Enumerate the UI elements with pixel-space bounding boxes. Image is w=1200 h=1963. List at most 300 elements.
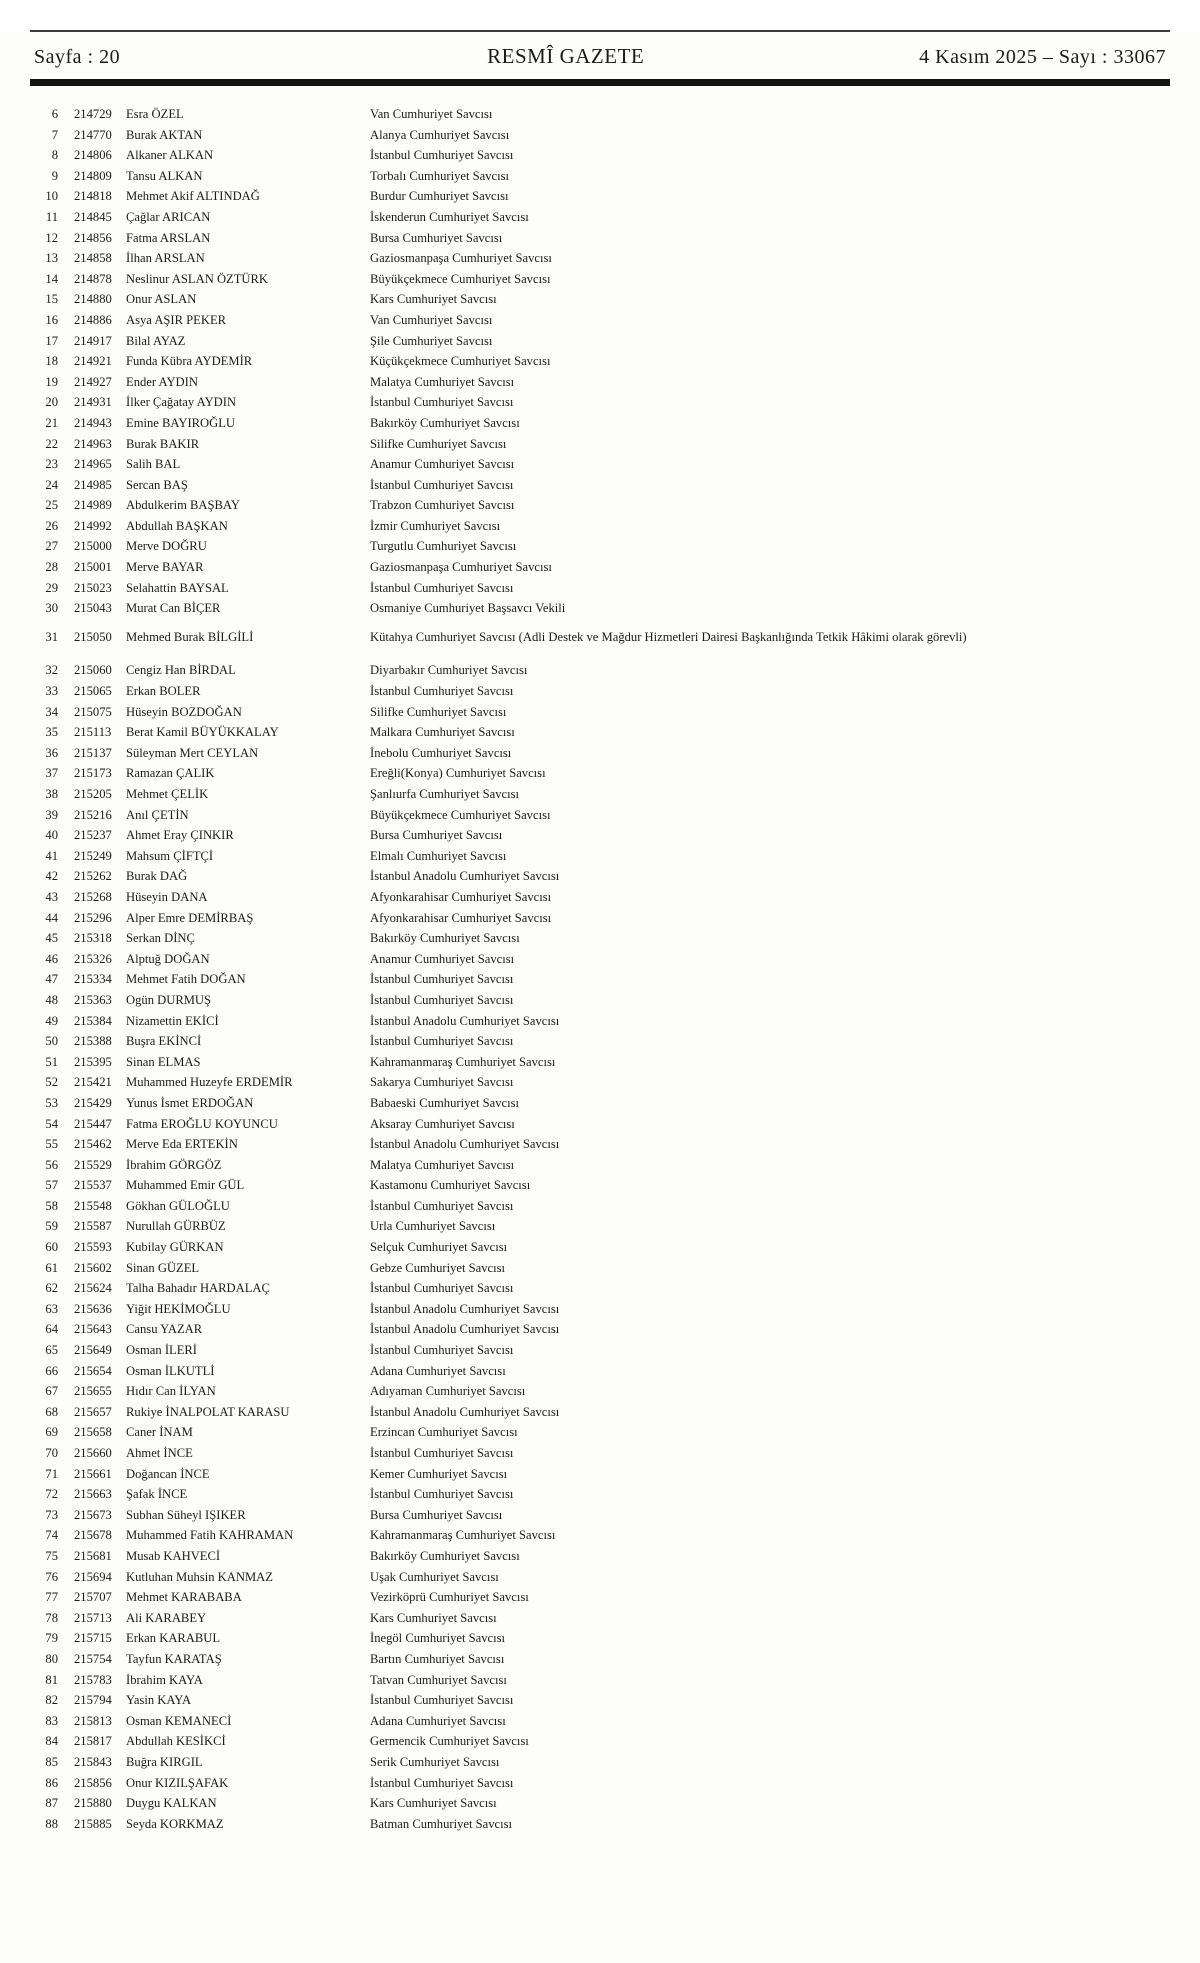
person-name: Kutluhan Muhsin KANMAZ <box>126 1569 273 1584</box>
row-number: 48 <box>45 992 58 1007</box>
row-number: 33 <box>45 684 58 699</box>
table-row <box>28 248 1172 269</box>
position-title: Van Cumhuriyet Savcısı <box>370 312 493 327</box>
row-number: 34 <box>45 704 58 719</box>
table-row <box>28 846 1172 867</box>
position-title: İstanbul Anadolu Cumhuriyet Savcısı <box>370 1322 560 1337</box>
position-title: Uşak Cumhuriyet Savcısı <box>370 1569 499 1584</box>
person-name: Esra ÖZEL <box>126 107 184 121</box>
table-row <box>28 660 1172 681</box>
page-header <box>0 30 1200 86</box>
position-title: Şile Cumhuriyet Savcısı <box>370 333 493 348</box>
table-row <box>28 434 1172 455</box>
issue-date-label: 4 Kasım 2025 – Sayı : 33067 <box>919 46 1166 68</box>
position-title: Adana Cumhuriyet Savcısı <box>370 1713 506 1728</box>
row-number: 22 <box>45 436 58 451</box>
registry-number: 215593 <box>74 1240 112 1255</box>
person-name: Ramazan ÇALIK <box>126 766 215 781</box>
position-title: Babaeski Cumhuriyet Savcısı <box>370 1095 520 1110</box>
registry-number: 215658 <box>74 1425 112 1440</box>
position-title: İnegöl Cumhuriyet Savcısı <box>370 1631 506 1646</box>
position-title: Alanya Cumhuriyet Savcısı <box>370 127 510 142</box>
person-name: Neslinur ASLAN ÖZTÜRK <box>126 271 269 286</box>
row-number: 12 <box>45 230 58 245</box>
position-title: Aksaray Cumhuriyet Savcısı <box>370 1116 515 1131</box>
person-name: Musab KAHVECİ <box>126 1548 221 1563</box>
registry-number: 215880 <box>74 1796 112 1811</box>
position-title: Bursa Cumhuriyet Savcısı <box>370 1507 503 1522</box>
row-number: 25 <box>45 498 58 513</box>
registry-number: 214880 <box>74 292 112 307</box>
header-row <box>28 32 1172 79</box>
person-name: Buşra EKİNCİ <box>126 1034 202 1049</box>
row-number: 46 <box>45 951 58 966</box>
position-title: İstanbul Cumhuriyet Savcısı <box>370 1775 514 1790</box>
person-name: Abdullah KESİKCİ <box>126 1734 226 1749</box>
person-name: Ahmet İNCE <box>126 1446 193 1460</box>
registry-number: 214806 <box>74 148 112 163</box>
position-title: İstanbul Cumhuriyet Savcısı <box>370 972 514 987</box>
row-number: 57 <box>45 1178 58 1193</box>
person-name: Serkan DİNÇ <box>126 931 195 946</box>
registry-number: 215660 <box>74 1446 112 1460</box>
row-number: 65 <box>45 1343 58 1358</box>
person-name: İlker Çağatay AYDIN <box>126 395 237 410</box>
table-row <box>28 413 1172 434</box>
person-name: Erkan BOLER <box>126 684 201 699</box>
table-row <box>28 1216 1172 1237</box>
table-row <box>28 125 1172 146</box>
row-number: 63 <box>45 1301 58 1316</box>
table-row <box>28 1258 1172 1279</box>
position-title: Afyonkarahisar Cumhuriyet Savcısı <box>370 889 552 904</box>
row-number: 87 <box>45 1796 58 1811</box>
table-row <box>28 1814 1172 1835</box>
row-number: 81 <box>45 1672 58 1687</box>
row-number: 29 <box>45 580 58 595</box>
table-row <box>28 1114 1172 1135</box>
registry-number: 215783 <box>74 1672 112 1687</box>
row-number: 23 <box>45 457 58 472</box>
person-name: Onur ASLAN <box>126 292 197 307</box>
table-row <box>28 1464 1172 1485</box>
row-number: 24 <box>45 477 58 492</box>
table-row <box>28 743 1172 764</box>
position-title: Bakırköy Cumhuriyet Savcısı <box>370 415 520 430</box>
row-number: 75 <box>45 1548 58 1563</box>
registry-number: 215602 <box>74 1260 112 1275</box>
person-name: Süleyman Mert CEYLAN <box>126 745 259 760</box>
position-title: İnebolu Cumhuriyet Savcısı <box>370 745 512 760</box>
table-row <box>28 228 1172 249</box>
registry-number: 215137 <box>74 745 112 760</box>
registry-number: 215023 <box>74 580 112 595</box>
table-row <box>28 1505 1172 1526</box>
registry-number: 215363 <box>74 992 112 1007</box>
position-title: Adıyaman Cumhuriyet Savcısı <box>370 1384 526 1399</box>
person-name: Mehmet Akif ALTINDAĞ <box>126 189 260 204</box>
position-title: İstanbul Cumhuriyet Savcısı <box>370 684 514 699</box>
person-name: Cengiz Han BİRDAL <box>126 663 236 678</box>
row-number: 56 <box>45 1157 58 1172</box>
table-row <box>28 1484 1172 1505</box>
registry-number: 215707 <box>74 1590 112 1605</box>
table-row <box>28 990 1172 1011</box>
registry-number: 215001 <box>74 560 112 575</box>
position-title: Gaziosmanpaşa Cumhuriyet Savcısı <box>370 251 552 266</box>
row-number: 42 <box>45 869 58 884</box>
row-number: 53 <box>45 1095 58 1110</box>
registry-number: 215060 <box>74 663 112 678</box>
table-row <box>28 1155 1172 1176</box>
registry-number: 215388 <box>74 1034 112 1049</box>
row-number: 26 <box>45 518 58 533</box>
person-name: Duygu KALKAN <box>126 1796 217 1811</box>
table-row <box>28 1422 1172 1443</box>
row-number: 83 <box>45 1713 58 1728</box>
registry-number: 215537 <box>74 1178 112 1193</box>
row-number: 85 <box>45 1754 58 1769</box>
table-row <box>28 1546 1172 1567</box>
table-row <box>28 392 1172 413</box>
table-row <box>28 1319 1172 1340</box>
row-number: 51 <box>45 1054 58 1069</box>
row-number: 30 <box>45 601 58 616</box>
row-number: 76 <box>45 1569 58 1584</box>
table-row <box>28 186 1172 207</box>
position-title: İstanbul Cumhuriyet Savcısı <box>370 1343 514 1358</box>
position-title: Trabzon Cumhuriyet Savcısı <box>370 498 515 513</box>
person-name: Hıdır Can İLYAN <box>126 1384 216 1399</box>
position-title: İstanbul Cumhuriyet Savcısı <box>370 1693 514 1708</box>
row-number: 66 <box>45 1363 58 1378</box>
row-number: 14 <box>45 271 58 286</box>
registry-number: 215216 <box>74 807 112 822</box>
row-number: 62 <box>45 1281 58 1296</box>
person-name: Selahattin BAYSAL <box>126 580 229 595</box>
person-name: Alper Emre DEMİRBAŞ <box>126 910 254 925</box>
person-name: Merve Eda ERTEKİN <box>126 1137 238 1152</box>
person-name: Osman İLERİ <box>126 1343 197 1358</box>
registry-number: 215643 <box>74 1322 112 1337</box>
registry-number: 214809 <box>74 168 112 183</box>
position-title: Malatya Cumhuriyet Savcısı <box>370 374 515 389</box>
registry-number: 215624 <box>74 1281 112 1296</box>
table-row <box>28 1731 1172 1752</box>
position-title: Erzincan Cumhuriyet Savcısı <box>370 1425 518 1440</box>
position-title: İstanbul Cumhuriyet Savcısı <box>370 477 514 492</box>
person-name: Caner İNAM <box>126 1425 193 1440</box>
person-name: Burak BAKIR <box>126 436 200 451</box>
table-row <box>28 1361 1172 1382</box>
registry-number: 215334 <box>74 972 112 987</box>
position-title: Küçükçekmece Cumhuriyet Savcısı <box>370 354 551 369</box>
position-title: İstanbul Cumhuriyet Savcısı <box>370 395 514 410</box>
position-title: Kütahya Cumhuriyet Savcısı (Adli Destek ve Mağdur Hizmetleri Dairesi Başkanlığında Tetkik Hâkimi olarak görevli) <box>370 629 967 644</box>
person-name: Sercan BAŞ <box>126 477 188 492</box>
registry-number: 214856 <box>74 230 112 245</box>
row-number: 27 <box>45 539 58 554</box>
table-row <box>28 866 1172 887</box>
position-title: İstanbul Anadolu Cumhuriyet Savcısı <box>370 1137 560 1152</box>
table-row <box>28 1134 1172 1155</box>
registry-number: 215429 <box>74 1095 112 1110</box>
position-title: İstanbul Anadolu Cumhuriyet Savcısı <box>370 1301 560 1316</box>
person-name: Doğancan İNCE <box>126 1466 210 1481</box>
table-row <box>28 928 1172 949</box>
person-name: Çağlar ARICAN <box>126 209 211 224</box>
row-number: 21 <box>45 415 58 430</box>
registry-number: 215636 <box>74 1301 112 1316</box>
person-name: Mehmet ÇELİK <box>126 787 209 801</box>
row-number: 70 <box>45 1446 58 1460</box>
person-name: Rukiye İNALPOLAT KARASU <box>126 1404 290 1419</box>
registry-number: 215715 <box>74 1631 112 1646</box>
table-row <box>28 1567 1172 1588</box>
table-row <box>28 536 1172 557</box>
row-number: 6 <box>51 107 58 121</box>
row-number: 64 <box>45 1322 58 1337</box>
person-name: Mehmet Fatih DOĞAN <box>126 972 246 987</box>
position-title: İstanbul Anadolu Cumhuriyet Savcısı <box>370 1404 560 1419</box>
position-title: Büyükçekmece Cumhuriyet Savcısı <box>370 807 551 822</box>
person-name: Fatma ARSLAN <box>126 230 211 245</box>
registry-number: 215681 <box>74 1548 112 1563</box>
table-row <box>28 1278 1172 1299</box>
position-title: İstanbul Cumhuriyet Savcısı <box>370 1446 514 1460</box>
position-title: Kars Cumhuriyet Savcısı <box>370 1796 497 1811</box>
person-name: Murat Can BİÇER <box>126 601 221 616</box>
table-row <box>28 949 1172 970</box>
row-number: 74 <box>45 1528 58 1543</box>
row-number: 18 <box>45 354 58 369</box>
registry-number: 214921 <box>74 354 112 369</box>
row-number: 88 <box>45 1816 58 1831</box>
person-name: Bilal AYAZ <box>126 333 186 348</box>
position-title: Kahramanmaraş Cumhuriyet Savcısı <box>370 1054 556 1069</box>
registry-number: 214729 <box>74 107 112 121</box>
row-number: 77 <box>45 1590 58 1605</box>
position-title: İstanbul Anadolu Cumhuriyet Savcısı <box>370 1013 560 1028</box>
person-name: Alptuğ DOĞAN <box>126 951 210 966</box>
table-row <box>28 887 1172 908</box>
registry-number: 215694 <box>74 1569 112 1584</box>
row-number: 71 <box>45 1466 58 1481</box>
position-title: Anamur Cumhuriyet Savcısı <box>370 951 515 966</box>
table-row <box>28 1670 1172 1691</box>
registry-number: 214963 <box>74 436 112 451</box>
row-number: 17 <box>45 333 58 348</box>
table-row <box>28 1793 1172 1814</box>
registry-number: 215587 <box>74 1219 112 1234</box>
table-row <box>28 331 1172 352</box>
position-title: İstanbul Cumhuriyet Savcısı <box>370 1034 514 1049</box>
table-row <box>28 104 1172 125</box>
table-row <box>28 351 1172 372</box>
table-row <box>28 825 1172 846</box>
position-title: Elmalı Cumhuriyet Savcısı <box>370 848 507 863</box>
person-name: Erkan KARABUL <box>126 1631 221 1646</box>
position-title: Urla Cumhuriyet Savcısı <box>370 1219 496 1234</box>
registry-number: 214965 <box>74 457 112 472</box>
person-name: Ahmet Eray ÇINKIR <box>126 828 234 843</box>
table-row <box>28 805 1172 826</box>
table-row <box>28 681 1172 702</box>
table-row <box>28 454 1172 475</box>
table-row <box>28 1649 1172 1670</box>
person-name: Muhammed Fatih KAHRAMAN <box>126 1528 294 1543</box>
row-number: 73 <box>45 1507 58 1522</box>
person-name: Cansu YAZAR <box>126 1322 203 1337</box>
registry-number: 215384 <box>74 1013 112 1028</box>
registry-number: 215856 <box>74 1775 112 1790</box>
person-name: Mehmed Burak BİLGİLİ <box>126 629 254 644</box>
table-row <box>28 969 1172 990</box>
registry-number: 214845 <box>74 209 112 224</box>
person-name: Gökhan GÜLOĞLU <box>126 1198 230 1213</box>
position-title: Gebze Cumhuriyet Savcısı <box>370 1260 506 1275</box>
registry-number: 214985 <box>74 477 112 492</box>
registry-number: 215318 <box>74 931 112 946</box>
table-row <box>28 908 1172 929</box>
position-title: Gaziosmanpaşa Cumhuriyet Savcısı <box>370 560 552 575</box>
registry-number: 215657 <box>74 1404 112 1419</box>
position-title: Anamur Cumhuriyet Savcısı <box>370 457 515 472</box>
person-name: Yiğit HEKİMOĞLU <box>126 1301 231 1316</box>
registry-number: 215249 <box>74 848 112 863</box>
person-name: Tayfun KARATAŞ <box>126 1651 222 1666</box>
person-name: Ogün DURMUŞ <box>126 992 212 1007</box>
row-number: 79 <box>45 1631 58 1646</box>
registry-number: 214818 <box>74 189 112 204</box>
gazette-page <box>0 30 1200 1963</box>
position-title: İstanbul Cumhuriyet Savcısı <box>370 1487 514 1502</box>
position-title: Malkara Cumhuriyet Savcısı <box>370 725 515 740</box>
table-row <box>28 166 1172 187</box>
registry-number: 214858 <box>74 251 112 266</box>
row-number: 8 <box>51 148 58 163</box>
table-row <box>28 269 1172 290</box>
row-number: 69 <box>45 1425 58 1440</box>
table-row <box>28 722 1172 743</box>
position-title: Van Cumhuriyet Savcısı <box>370 107 493 121</box>
row-number: 39 <box>45 807 58 822</box>
position-title: Selçuk Cumhuriyet Savcısı <box>370 1240 508 1255</box>
person-name: Hüseyin DANA <box>126 889 208 904</box>
table-row <box>28 1175 1172 1196</box>
person-name: Ali KARABEY <box>126 1610 207 1625</box>
table-row <box>28 1402 1172 1423</box>
registry-number: 215813 <box>74 1713 112 1728</box>
registry-number: 215462 <box>74 1137 112 1152</box>
row-number: 50 <box>45 1034 58 1049</box>
position-title: Malatya Cumhuriyet Savcısı <box>370 1157 515 1172</box>
row-number: 35 <box>45 725 58 740</box>
position-title: Silifke Cumhuriyet Savcısı <box>370 704 507 719</box>
registry-number: 215885 <box>74 1816 112 1831</box>
table-row <box>28 145 1172 166</box>
row-number: 7 <box>51 127 58 142</box>
person-name: Abdulkerim BAŞBAY <box>126 498 240 513</box>
position-title: İstanbul Cumhuriyet Savcısı <box>370 1198 514 1213</box>
row-number: 61 <box>45 1260 58 1275</box>
registry-number: 215050 <box>74 629 112 644</box>
position-title: Tatvan Cumhuriyet Savcısı <box>370 1672 507 1687</box>
registry-number: 215794 <box>74 1693 112 1708</box>
registry-number: 215754 <box>74 1651 112 1666</box>
person-name: Subhan Süheyl IŞIKER <box>126 1507 246 1522</box>
row-number: 72 <box>45 1487 58 1502</box>
table-row <box>28 516 1172 537</box>
table-row <box>28 784 1172 805</box>
table-row <box>28 207 1172 228</box>
position-title: Batman Cumhuriyet Savcısı <box>370 1816 513 1831</box>
registry-number: 214886 <box>74 312 112 327</box>
table-row <box>28 475 1172 496</box>
registry-number: 215548 <box>74 1198 112 1213</box>
table-row <box>28 1196 1172 1217</box>
registry-number: 215205 <box>74 787 112 801</box>
row-number: 16 <box>45 312 58 327</box>
registry-number: 215075 <box>74 704 112 719</box>
person-name: İbrahim KAYA <box>126 1672 203 1687</box>
person-name: Tansu ALKAN <box>126 168 203 183</box>
person-name: Osman İLKUTLİ <box>126 1363 215 1378</box>
position-title: Bakırköy Cumhuriyet Savcısı <box>370 1548 520 1563</box>
position-title: Osmaniye Cumhuriyet Başsavcı Vekili <box>370 601 566 616</box>
registry-number: 215654 <box>74 1363 112 1378</box>
registry-number: 214917 <box>74 333 112 348</box>
row-number: 47 <box>45 972 58 987</box>
person-name: Onur KIZILŞAFAK <box>126 1775 229 1790</box>
position-title: Silifke Cumhuriyet Savcısı <box>370 436 507 451</box>
person-name: Kubilay GÜRKAN <box>126 1240 224 1255</box>
table-row <box>28 1443 1172 1464</box>
person-name: Asya AŞIR PEKER <box>126 312 227 327</box>
row-number: 44 <box>45 910 58 925</box>
table-row <box>28 578 1172 599</box>
row-number: 59 <box>45 1219 58 1234</box>
position-title: Kahramanmaraş Cumhuriyet Savcısı <box>370 1528 556 1543</box>
row-number: 54 <box>45 1116 58 1131</box>
position-title: İstanbul Anadolu Cumhuriyet Savcısı <box>370 869 560 884</box>
person-name: Yunus İsmet ERDOĞAN <box>126 1095 254 1110</box>
page-number-label: Sayfa : 20 <box>34 46 121 68</box>
table-row <box>28 1299 1172 1320</box>
person-name: Muhammed Emir GÜL <box>126 1178 245 1193</box>
position-title: İstanbul Cumhuriyet Savcısı <box>370 148 514 163</box>
position-title: Diyarbakır Cumhuriyet Savcısı <box>370 663 528 678</box>
position-title: Bartın Cumhuriyet Savcısı <box>370 1651 505 1666</box>
person-name: Ender AYDIN <box>126 374 198 389</box>
person-name: Emine BAYIROĞLU <box>126 415 236 430</box>
registry-number: 215529 <box>74 1157 112 1172</box>
row-number: 84 <box>45 1734 58 1749</box>
table-row <box>28 763 1172 784</box>
table-row <box>28 702 1172 723</box>
row-number: 13 <box>45 251 58 266</box>
person-name: Yasin KAYA <box>126 1693 192 1708</box>
table-row <box>28 1525 1172 1546</box>
registry-number: 215296 <box>74 910 112 925</box>
position-title: Bakırköy Cumhuriyet Savcısı <box>370 931 520 946</box>
position-title: Büyükçekmece Cumhuriyet Savcısı <box>370 271 551 286</box>
registry-number: 215268 <box>74 889 112 904</box>
registry-number: 214927 <box>74 374 112 389</box>
row-number: 32 <box>45 663 58 678</box>
person-name: Berat Kamil BÜYÜKKALAY <box>126 725 279 740</box>
table-row <box>28 1072 1172 1093</box>
